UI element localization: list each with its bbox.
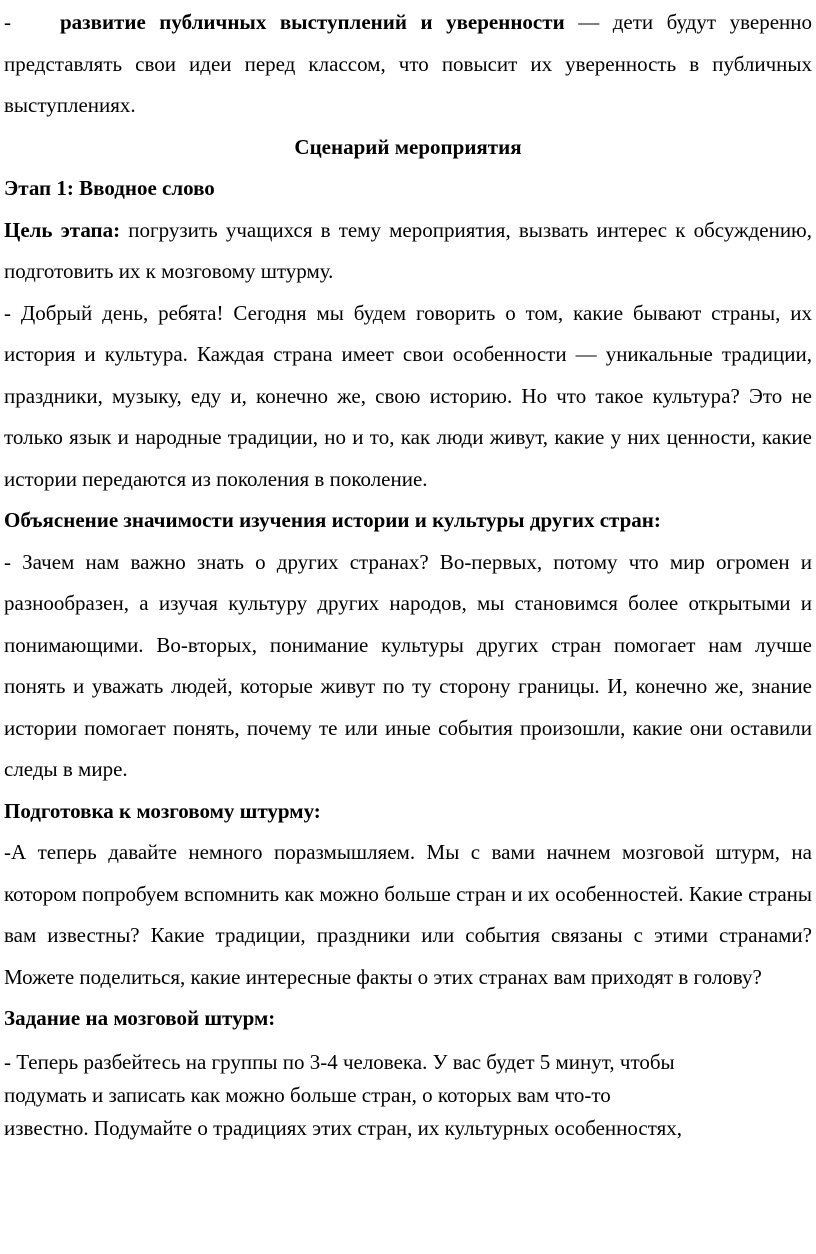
task-line: подумать и записать как можно больше стран, о которых вам что-то	[4, 1082, 611, 1107]
intro-bullet-bold: развитие публичных выступлений и уверенности	[60, 10, 565, 34]
stage1-title: Этап 1: Вводное слово	[4, 176, 215, 200]
prep-paragraph: -А теперь давайте немного поразмышляем. Мы с вами начнем мозговой штурм, на котором попробуем вспомнить как можно больше стран и их особенностей. Какие страны вам известны? Какие традиции, праздники или события связаны с этими странами? Можете поделиться, какие интересные факты о этих странах вам приходят в голову?	[4, 840, 812, 989]
stage-goal-text: погрузить учащихся в тему мероприятия, вызвать интерес к обсуждению, подготовить их к мозговому штурму.	[4, 217, 812, 283]
scenario-title: Сценарий мероприятия	[294, 134, 522, 159]
intro-bullet	[4, 2, 812, 127]
importance-heading: Объяснение значимости изучения истории и культуры других стран:	[4, 508, 661, 532]
task-heading: Задание на мозговой штурм:	[4, 1006, 276, 1030]
prep-heading: Подготовка к мозговому штурму:	[4, 798, 321, 823]
task-paragraph	[4, 1046, 812, 1145]
bullet-dash: -	[4, 10, 11, 34]
importance-paragraph: - Зачем нам важно знать о других странах? Во-первых, потому что мир огромен и разнообразен, а изучая культуру других народов, мы становимся более открытыми и понимающими. Во-вторых, понимание культуры других стран помогает нам лучше понять и уважать людей, которые живут по ту сторону границы. И, конечно же, знание истории помогает понять, почему те или иные события произошли, какие они оставили следы в мире.	[4, 549, 812, 781]
greeting-paragraph: - Добрый день, ребята! Сегодня мы будем говорить о том, какие бывают страны, их история и культура. Каждая страна имеет свои особенности — уникальные традиции, праздники, музыку, еду и, конечно же, свою историю. Но что такое культура? Это не только язык и народные традиции, но и то, как люди живут, какие у них ценности, какие истории передаются из поколения в поколение.	[4, 300, 812, 491]
stage-goal-label: Цель этапа:	[4, 217, 121, 242]
task-line: известно. Подумайте о традициях этих стран, их культурных особенностях,	[4, 1115, 683, 1140]
task-line: - Теперь разбейтесь на группы по 3-4 человека. У вас будет 5 минут, чтобы	[4, 1049, 675, 1074]
intro-bullet-text: — дети будут уверенно представлять свои идеи перед классом, что повысит их уверенность в публичных выступлениях.	[4, 10, 812, 117]
stage-goal	[4, 210, 812, 293]
